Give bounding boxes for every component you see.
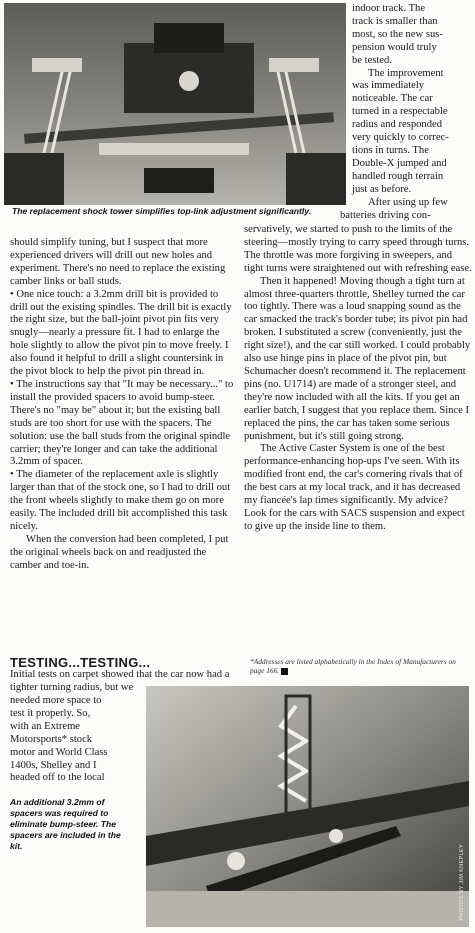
right-top-line: noticeable. The car [352, 93, 433, 105]
top-photo [4, 3, 346, 205]
footnote-text: *Addresses are listed alphabetically in the Index of Manufacturers on page 166. [250, 657, 456, 675]
testing-line: test it properly. So, [10, 707, 91, 719]
left-paragraph: should simplify tuning, but I suspect that more experienced drivers will drill out new holes and experiment. There's no need to replace the existing camber links or ball studs. [10, 237, 226, 287]
testing-line: needed more space to [10, 695, 102, 706]
testing-line: 1400s, Shelley and I [10, 759, 97, 771]
footnote [250, 657, 470, 675]
right-top-line: track is smaller than [352, 15, 438, 27]
right-paragraph: Then it happened! Moving though a tight turn at almost three-quarters throttle, Shelley turned the car too tightly. There was a loud snapping sound as the car smacked the track's border tube; its pivot pin had broken. I substituted a screw (conveniently, just the right size!), and the car still worked. I could probably also use hinge pins in place of the pivot pin, but Schumacher doesn't recommend it. The replacement pins (no. U1714) are made of a stronger steel, and they're now included with all the kits. If you get an earlier batch, I suggest that you replace them. Since I replaced the pins, the car has taken some serious punishment, but it's still going strong. [244, 275, 471, 442]
testing-line: motor and World Class [10, 746, 108, 758]
testing-line: Motorsports* stock [10, 733, 93, 745]
top-photo-caption: The replacement shock tower simplifies top-link adjustment significantly. [12, 206, 312, 216]
left-paragraph: • The instructions say that "It may be necessary..." to install the provided spacers to avoid bump-steer. There's no "may be" about it; but the existing ball studs are too short for use with the spacers. The solution: use the ball studs from the original spindle carrier; they're longer and can take the additional 3.2mm of spacer. [10, 378, 234, 468]
testing-line: headed off to the local [10, 772, 105, 784]
left-column [10, 237, 238, 573]
right-top-line: most, so the new sus- [352, 28, 443, 40]
section-heading: TESTING...TESTING... [10, 655, 151, 670]
right-column [244, 224, 472, 534]
right-top-line: The improvement [368, 67, 444, 79]
right-paragraph: The Active Caster System is one of the best performance-enhancing hop-ups I've seen. With its modified front end, the car's cornering rivals that of the best cars at my local track, and it has decreased my fiancée's lap times significantly. My advice? Look for the cars with SACS suspension and expect to give up the inside line to them. [244, 443, 465, 532]
right-top-line: handled rough terrain [352, 170, 444, 182]
testing-line: with an Extreme [10, 720, 81, 732]
left-paragraph: • The diameter of the replacement axle is slightly larger than that of the stock one, so I had to drill out the front wheels slightly to make them go on more easily. The included drill bit accomplished this task nicely. [10, 469, 231, 532]
right-top-line: was immediately [352, 80, 425, 92]
bottom-photo [146, 686, 469, 927]
end-mark-icon [281, 668, 288, 675]
right-top-line: turned in a respectable [352, 106, 448, 118]
right-top-line: very quickly to correc- [352, 132, 449, 144]
right-top-line: batteries driving con- [340, 209, 431, 221]
testing-paragraph: Initial tests on carpet showed that the car now had a tighter turning radius, but we [10, 669, 230, 693]
testing-narrow [10, 695, 140, 785]
bump-steer-spacers-image [146, 686, 469, 927]
right-top-line: After using up few [368, 196, 448, 208]
right-top-line: be tested. [352, 54, 393, 66]
left-paragraph: • One nice touch: a 3.2mm drill bit is provided to drill out the existing spindles. The drill bit is exactly the right size, but the ball-joint pivot pin fits very snugly—nearly a pressure fit. I had to enlarge the hole slightly to allow the pivot pin to move freely. I also found it helpful to drill a slight countersink in the pivot block to help the pivot pin thread in. [10, 288, 232, 378]
rc-car-front-suspension-image [4, 3, 346, 205]
right-top-line: indoor track. The [352, 3, 426, 14]
right-top-line: radius and responded [352, 119, 443, 131]
photo-credit: PHOTOS BY JIM KNEPLEY [459, 844, 465, 921]
right-top-line: Double-X jumped and [352, 157, 447, 169]
right-top-line: tions in turns. The [352, 144, 429, 156]
right-paragraph: servatively, we started to push to the limits of the steering—mostly trying to carry speed through turns. The throttle was more forgiving in sweepers, and tight turns were straightened out with refreshing ease. [244, 224, 472, 274]
right-top-column [340, 3, 474, 222]
right-top-line: just as before. [352, 183, 412, 195]
bottom-photo-caption: An additional 3.2mm of spacers was required to eliminate bump-steer. The spacers are included in the kit. [10, 797, 121, 851]
right-top-line: pension would truly [352, 41, 437, 53]
left-paragraph: When the conversion had been completed, I put the original wheels back on and readjusted the camber and toe-in. [10, 533, 229, 571]
